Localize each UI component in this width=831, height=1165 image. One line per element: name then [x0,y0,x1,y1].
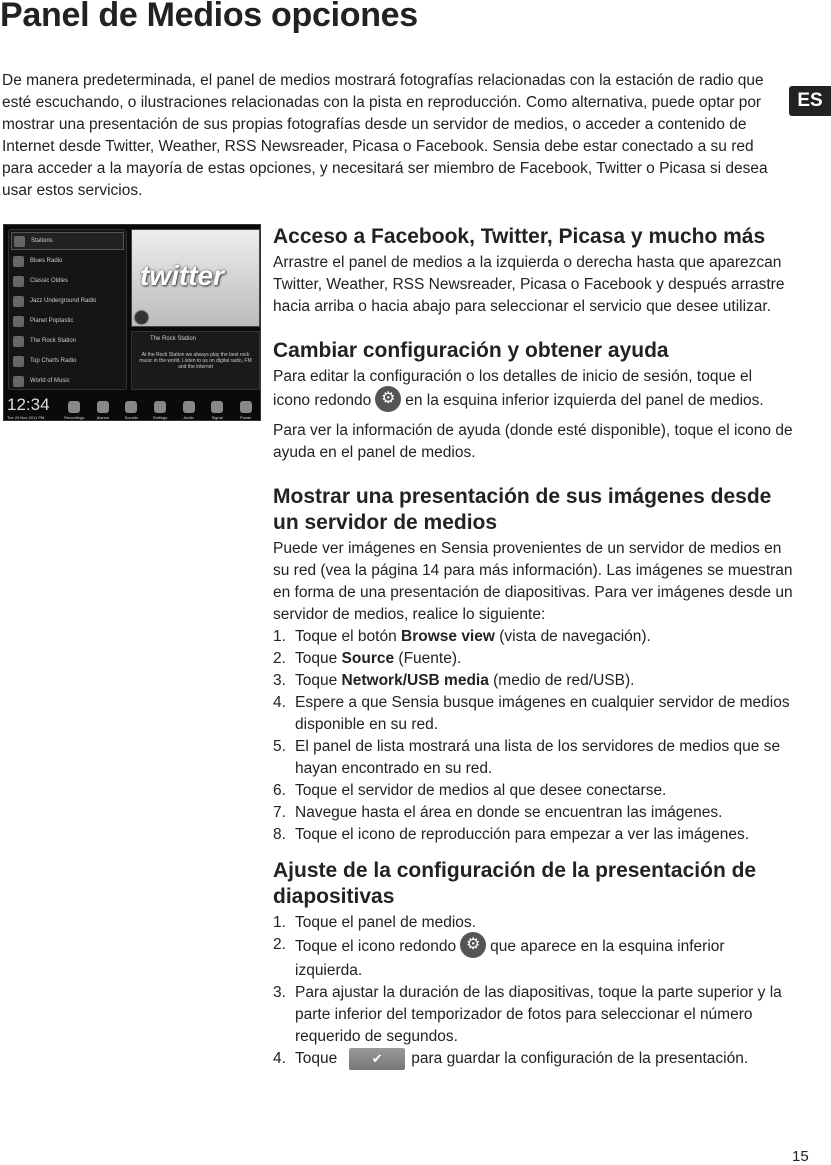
sounds-icon [117,401,146,421]
text: Espere a que Sensia busque imágenes en cualquier servidor de medios disponible en su red. [295,694,790,733]
list-item [273,824,793,846]
step-number: 7. [273,804,286,821]
settings-icon [146,401,175,421]
step-text [295,934,793,982]
station-icon [13,336,24,347]
section-body: Para ver la información de ayuda (donde esté disponible), toque el icono de ayuda en el panel de medios. [273,422,793,461]
text: para guardar la configuración de la presentación. [411,1050,749,1068]
list-item [11,372,124,390]
now-playing-title: The Rock Station [150,336,197,342]
clock-time: 12:34 [7,395,50,414]
device-screenshot [3,224,261,421]
step-text [295,1048,748,1070]
list-item [273,982,793,1048]
station-label: Blues Radio [30,258,63,264]
text: Toque el servidor de medios al que desee conectarse. [295,782,667,799]
step-text [295,626,651,648]
list-item [11,252,124,270]
text: en la esquina inferior izquierda del panel de medios. [405,392,764,410]
list-item [273,934,793,982]
station-label: Top Charts Radio [30,358,77,364]
signal-icon [203,401,232,421]
alarms-icon [89,401,118,421]
step-text [295,736,793,780]
list-item [273,1048,793,1070]
step-number: 6. [273,782,286,799]
station-label: Jazz Underground Radio [30,298,97,304]
audio-icon [174,401,203,421]
station-icon [13,296,24,307]
text: Navegue hasta el área en donde se encuentran las imágenes. [295,804,723,821]
list-item [273,780,793,802]
station-label: Stations [31,238,53,244]
text: (medio de red/USB). [488,672,635,689]
list-item [273,692,793,736]
toolbar-label: Audio [183,415,194,420]
settings-gear-icon [134,310,149,325]
step-text [295,802,722,824]
step-text [295,692,793,736]
section-heading: Cambiar configuración y obtener ayuda [273,339,669,362]
content-column [273,224,793,1070]
list-item [11,292,124,310]
page-title: Panel de Medios opciones [0,0,418,34]
text: Toque el botón [295,628,402,645]
clock [4,393,60,421]
step-text: Toque el panel de medios. [295,914,476,931]
checkmark-button-icon: ✔ [349,1048,405,1070]
step-number: 4. [273,694,286,711]
station-icon [14,236,25,247]
station-icon [13,256,24,267]
step-text: Para ajustar la duración de las diapositivas, toque la parte superior y la parte inferior del temporizador de fotos para seleccionar el número requerido de segundos. [295,984,782,1045]
now-playing-panel [131,331,260,390]
text: El panel de lista mostrará una lista de los servidores de medios que se hayan encontrado en su red. [295,738,781,777]
steps-list [273,912,793,1070]
list-item [11,352,124,370]
recordings-icon [60,401,89,421]
section-heading: Acceso a Facebook, Twitter, Picasa y mucho más [273,225,766,248]
toolbar-label: Recordings [64,415,85,420]
device-toolbar [4,393,260,421]
gear-icon: ⚙ [375,386,401,412]
step-number: 2. [273,936,286,953]
power-icon [231,401,260,421]
station-icon [13,356,24,367]
list-item [273,626,793,648]
station-label: World of Music [30,378,70,384]
station-label: Planet Poptastic [30,318,74,324]
section-body: Arrastre el panel de medios a la izquierda o derecha hasta que aparezcan Twitter, Weather, RSS Newsreader, Picasa o Facebook y después arrastre hacia arriba o hacia abajo para seleccionar el servicio que desee utilizar. [273,254,785,315]
station-icon [13,276,24,287]
step-number: 4. [273,1050,286,1067]
text: Toque [295,1050,338,1068]
step-text [295,780,666,802]
list-item [273,648,793,670]
steps-list [273,626,793,846]
station-list [8,229,127,390]
clock-date: Tue 29 Nov 2011 PM [7,415,45,420]
toolbar-label: Sounds [124,415,139,420]
toolbar-label: Power [240,415,252,420]
step-number: 1. [273,628,286,645]
step-number: 3. [273,672,286,689]
list-item [11,232,124,250]
step-number: 1. [273,914,286,931]
media-panel [131,229,260,327]
ui-term: Source [341,650,395,667]
text: (Fuente). [394,650,462,667]
page-number: 15 [792,1148,809,1165]
step-number: 5. [273,738,286,755]
text: Toque el icono redondo [295,938,457,956]
section-body: Puede ver imágenes en Sensia provenientes de un servidor de medios en su red (vea la página 14 para más información). Las imágenes se muestran en forma de una presentación de diapositivas. Para ver imágenes desde un servidor de medios, realice lo siguiente: [273,540,793,623]
twitter-logo: twitter [140,260,224,291]
ui-term: Network/USB media [341,672,489,689]
ui-term: Browse view [401,628,495,645]
section-heading: Ajuste de la configuración de la presentación de diapositivas [273,859,757,908]
intro-paragraph: De manera predeterminada, el panel de medios mostrará fotografías relacionadas con la estación de radio que esté escuchando, o ilustraciones relacionadas con la pista en reproducción. Como alternativa, puede optar por mostrar una presentación de sus propias fotografías desde un servidor de medios, o acceder a contenido de Internet desde Twitter, Weather, RSS Newsreader, Picasa o Facebook. Sensia debe estar conectado a su red para acceder a la mayoría de estas opciones, y necesitará ser miembro de Facebook, Twitter o Picasa si desea usar estos servicios. [2,72,768,199]
toolbar-label: Alarms [96,415,110,420]
text: Toque [295,650,342,667]
text: Toque [295,672,342,689]
list-item [11,332,124,350]
text: (vista de navegación). [494,628,651,645]
list-item [11,312,124,330]
gear-icon: ⚙ [460,932,486,958]
text: que aparece en la esquina inferior izquierda. [295,938,725,979]
list-item [273,802,793,824]
step-text [295,670,634,692]
station-label: The Rock Station [30,338,77,344]
step-text [295,824,749,846]
toolbar-label: Signal [211,415,223,420]
step-number: 2. [273,650,286,667]
step-number: 3. [273,984,286,1001]
text: Para editar la configuración o los detalles de inicio de sesión, toque el icono redondo [273,368,753,410]
text: Toque el icono de reproducción para empezar a ver las imágenes. [295,826,750,843]
station-label: Classic Oldies [30,278,69,284]
language-badge: ES [789,86,831,116]
list-item [11,272,124,290]
step-number: 8. [273,826,286,843]
section-heading: Mostrar una presentación de sus imágenes desde un servidor de medios [273,485,772,534]
list-item [273,670,793,692]
station-icon [13,316,24,327]
list-item [273,736,793,780]
section-body [273,366,793,414]
list-item [273,912,793,934]
step-text [295,648,461,670]
station-description: At the Rock Station we always play the best rock music in the world. Listen to us on digital radio, FM and the internet [139,352,252,370]
toolbar-label: Settings [152,415,168,420]
station-icon [13,376,24,387]
